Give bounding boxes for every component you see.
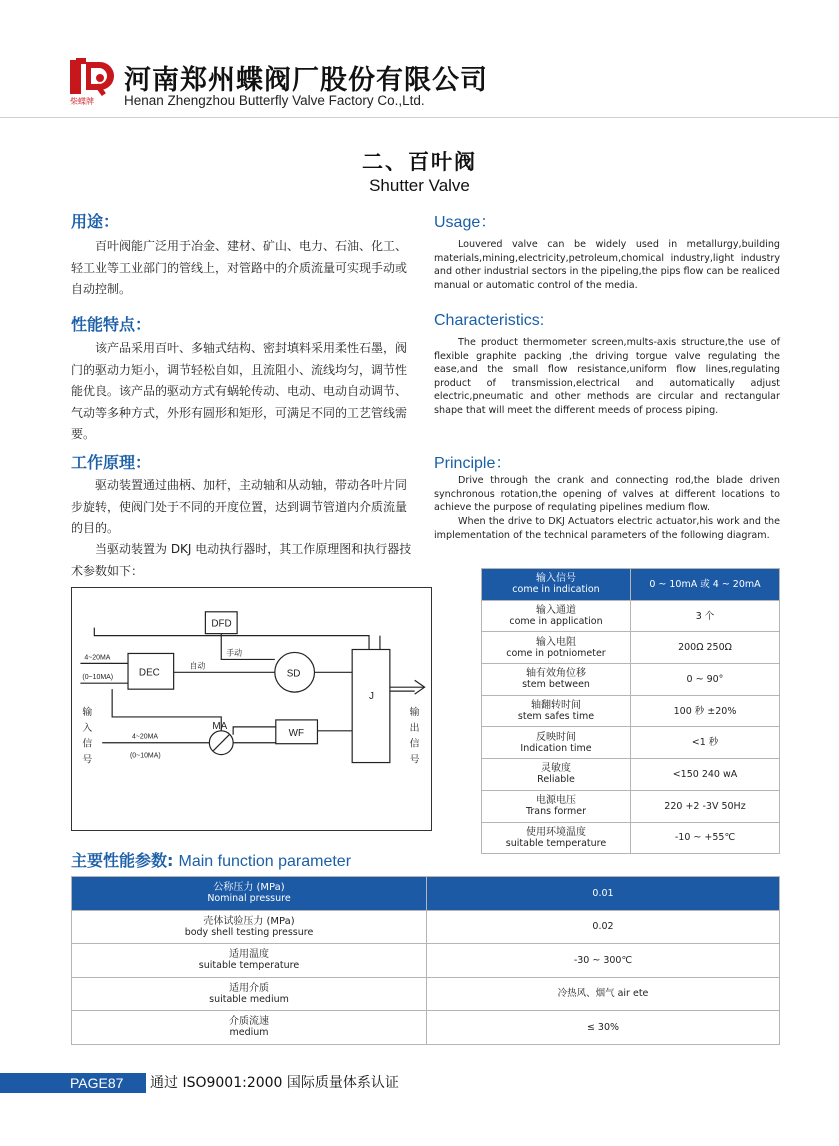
main-params-heading-cn: 主要性能参数: — [71, 851, 174, 870]
spec-key-en: stem between — [522, 679, 590, 691]
main-params-heading — [71, 848, 351, 871]
company-name-cn: 河南郑州蝶阀厂股份有限公司 — [124, 65, 488, 96]
principle-text-en-1: Drive through the crank and connecting rod,the blade driven synchronous rotation,the opening of valves at different locations to achieve the purpose of requlating pipelines medium flow. — [434, 475, 780, 514]
input-bottom-range-2: (0~10MA) — [130, 752, 161, 760]
input-label-2: 入 — [82, 722, 93, 734]
characteristics-heading-cn: 性能特点： — [71, 315, 152, 334]
ma-label: MA — [212, 720, 228, 732]
j-block — [352, 649, 390, 762]
spec-value: -10 ~ +55℃ — [631, 822, 780, 854]
spec-key-cn: 输入信号 — [536, 573, 576, 585]
dec-label: DEC — [138, 667, 160, 679]
spec-key-en: Reliable — [537, 774, 575, 786]
main-params-heading-en: Main function parameter — [178, 853, 352, 870]
input-label-3: 信 — [82, 738, 93, 750]
table-row — [482, 632, 780, 664]
principle-heading-cn: 工作原理： — [71, 453, 152, 472]
actuator-spec-table — [481, 568, 780, 854]
param-key-en: medium — [229, 1027, 269, 1039]
table-row — [482, 695, 780, 727]
usage-text-cn: 百叶阀能广泛用于冶金、建材、矿山、电力、石油、化工、轻工业等工业部门的管线上，对管路中的介质流量可实现手动或自动控制。 — [71, 239, 408, 296]
spec-key-en: come in indication — [512, 584, 600, 596]
param-value: ≤ 30% — [427, 1011, 780, 1045]
spec-key-cn: 轴翻转时间 — [531, 700, 581, 712]
principle-text-cn-2: 当驱动装置为 DKJ 电动执行器时，其工作原理图和执行器技术参数如下： — [71, 542, 412, 578]
table-row — [482, 600, 780, 632]
spec-key-cn: 灵敏度 — [541, 763, 571, 775]
table-row — [72, 977, 780, 1011]
table-row — [72, 877, 780, 911]
spec-value: 0 ~ 10mA 或 4 ~ 20mA — [631, 569, 780, 601]
param-key-en: Nominal pressure — [207, 893, 291, 905]
table-row — [482, 727, 780, 759]
spec-key-cn: 使用环境温度 — [526, 826, 586, 838]
param-key-cn: 适用介质 — [229, 982, 269, 994]
spec-value: <150 240 wA — [631, 759, 780, 791]
spec-key-en: Trans former — [525, 806, 587, 818]
spec-key-cn: 轴有效角位移 — [526, 668, 586, 680]
usage-heading-cn: 用途： — [71, 212, 120, 231]
sd-label: SD — [286, 668, 301, 680]
usage-heading-en: Usage： — [434, 214, 497, 231]
output-label-4: 号 — [409, 754, 420, 766]
param-key-cn: 适用温度 — [229, 949, 269, 961]
characteristics-text-cn: 该产品采用百叶、多轴式结构、密封填料采用柔性石墨，阀门的驱动力矩小，调节轻松自如，且流阻小、流线均匀，调节性能优良。该产品的驱动方式有蜗轮传动、电动、电动自动调节、气动等多种方式，外形有圆形和矩形，可满足不同的工艺管线需要。 — [71, 341, 408, 441]
manual-label: 手动 — [226, 648, 243, 658]
characteristics-heading-en: Characteristics: — [434, 312, 545, 329]
param-value: 0.02 — [427, 910, 780, 944]
spec-key-en: come in potniometer — [506, 647, 606, 659]
table-row — [482, 822, 780, 854]
input-bottom-range-1: 4~20MA — [131, 733, 159, 741]
logo-subtitle: 柴蝶牌 — [70, 97, 94, 106]
input-top-range-2: (0~10MA) — [82, 674, 114, 682]
header-divider — [0, 117, 839, 118]
spec-key-en: stem safes time — [517, 711, 595, 723]
spec-key-cn: 输入通道 — [536, 605, 576, 617]
wf-label: WF — [288, 727, 305, 739]
spec-key-cn: 电源电压 — [536, 795, 576, 807]
table-row — [482, 569, 780, 601]
spec-value: <1 秒 — [631, 727, 780, 759]
page-title-cn: 二、百叶阀 — [362, 150, 477, 174]
table-row — [482, 664, 780, 696]
page-title-en: Shutter Valve — [369, 176, 470, 195]
output-label-1: 输 — [409, 706, 420, 718]
page-number: PAGE87 — [70, 1075, 124, 1091]
principle-text-cn-1: 驱动装置通过曲柄、加杆，主动轴和从动轴，带动各叶片同步旋转，使阀门处于不同的开度位置，达到调节管道内介质流量的目的。 — [71, 478, 408, 535]
spec-value: 220 +2 -3V 50Hz — [631, 790, 780, 822]
j-label: J — [369, 691, 374, 703]
spec-value: 100 秒 ±20% — [631, 695, 780, 727]
output-label-2: 出 — [409, 722, 420, 734]
param-key-en: body shell testing pressure — [184, 926, 314, 938]
company-name-en: Henan Zhengzhou Butterfly Valve Factory Co.,Ltd. — [124, 93, 425, 108]
spec-key-en: suitable temperature — [505, 837, 607, 849]
input-label-4: 号 — [82, 754, 93, 766]
spec-key-cn: 反映时间 — [536, 731, 576, 743]
input-label-1: 输 — [82, 706, 93, 718]
spec-key-en: come in application — [509, 616, 603, 628]
param-key-cn: 公称压力 (MPa) — [213, 882, 285, 894]
working-principle-diagram — [71, 587, 432, 831]
param-key-en: suitable temperature — [198, 960, 300, 972]
param-key-cn: 壳体试验压力 (MPa) — [203, 915, 295, 927]
param-key-en: suitable medium — [209, 993, 289, 1005]
table-row — [482, 790, 780, 822]
param-key-cn: 介质流速 — [229, 1016, 269, 1028]
spec-value: 0 ~ 90° — [631, 664, 780, 696]
dfd-label: DFD — [211, 618, 232, 630]
table-row — [72, 1011, 780, 1045]
usage-text-en: Louvered valve can be widely used in metallurgy,building materials,mining,electricity,petroleum,chomical industry,light industry and other industrial sectors in the pipeling,the pips flow can be realiced manual or automatic control of the media. — [434, 239, 780, 291]
table-row — [72, 910, 780, 944]
characteristics-text-en: The product thermometer screen,mults-axis structure,the use of flexible graphite packing ,the driving torgue valve regulating the ease,and the small flow resistance,uniform flow lines,regulating product of transmission,electrical and automatically adjust electric,pneumatic and other methods are circular and rectangular shape that will meet the different meeds of process piping. — [434, 337, 780, 416]
table-row — [482, 759, 780, 791]
input-top-range-1: 4~20MA — [84, 654, 111, 662]
table-row — [72, 944, 780, 978]
spec-value: 3 个 — [631, 600, 780, 632]
principle-heading-en: Principle： — [434, 455, 512, 472]
param-value: 冷热风、烟气 air ete — [427, 977, 780, 1011]
spec-key-cn: 输入电阻 — [536, 636, 576, 648]
spec-value: 200Ω 250Ω — [631, 632, 780, 664]
spec-key-en: Indication time — [520, 742, 592, 754]
param-value: 0.01 — [427, 877, 780, 911]
principle-text-en-2: When the drive to DKJ Actuators electric actuator,his work and the implementation of the technical parameters of the following diagram. — [434, 516, 780, 541]
main-params-table — [71, 876, 780, 1045]
param-value: -30 ~ 300℃ — [427, 944, 780, 978]
iso-certification: 通过 ISO9001:2000 国际质量体系认证 — [150, 1075, 399, 1091]
output-label-3: 信 — [409, 738, 420, 750]
auto-label: 自动 — [189, 661, 206, 671]
